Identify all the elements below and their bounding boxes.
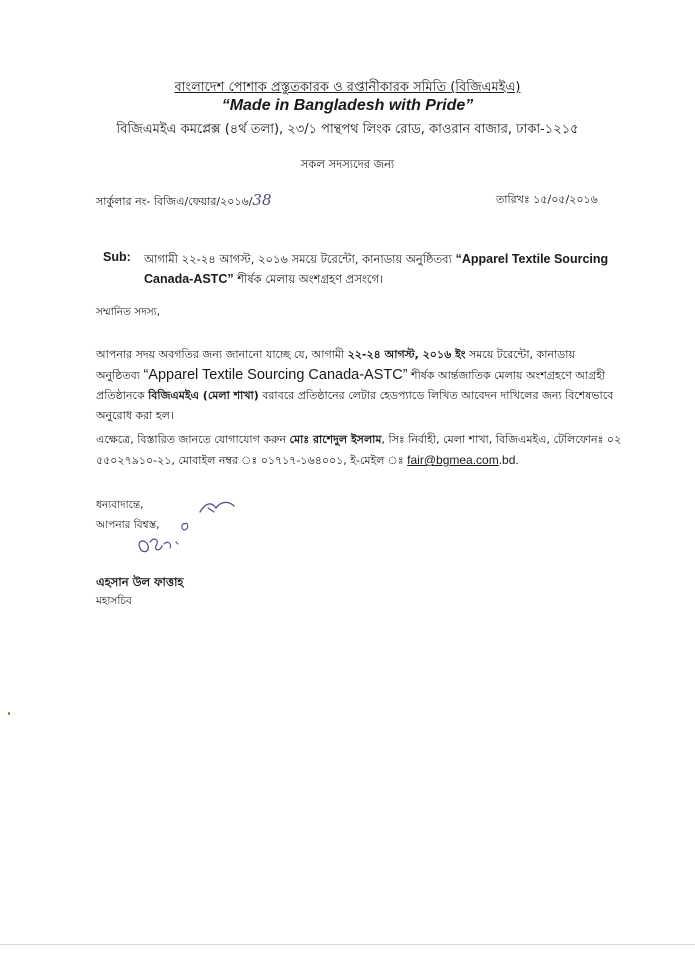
p1-part4: বরাবরে প্রতিষ্ঠানের লেটার হেডপ্যাডে লিখিত আবেদন দাখিলের জন্য বিশেষভাবে অনুরোধ করা হল।	[96, 389, 614, 422]
body-paragraph-1	[96, 345, 616, 426]
subject-text-part1: আগামী ২২-২৪ আগস্ট, ২০১৬ সময়ে টরেন্টো, কানাডায় অনুষ্ঠিতব্য	[144, 252, 456, 266]
p1-part1: আপনার সদয় অবগতির জন্য জানানো যাচ্ছে যে, আগামী	[96, 348, 348, 361]
signer-name: এহসান উল ফাত্তাহ	[96, 575, 184, 589]
signer-designation: মহাসচিব	[96, 595, 132, 607]
email-link[interactable]: fair@bgmea.com	[407, 453, 499, 467]
subject-text	[144, 249, 614, 289]
p1-part3: শীর্ষক আর্ন্তজাতিক মেলায় অংশগ্রহণে আগ্রহী প্রতিষ্ঠানকে	[96, 369, 606, 402]
organization-name: বাংলাদেশ পোশাক প্রস্তুতকারক ও রপ্তানীকারক সমিতি (বিজিএমইএ)	[174, 80, 521, 95]
p1-office: বিজিএমইএ (মেলা শাখা)	[148, 389, 259, 402]
p1-dates: ২২-২৪ আগস্ট, ২০১৬ ইং	[347, 348, 466, 361]
closing-thanks: ধন্যবাদান্তে,	[96, 499, 144, 511]
letter-date: তারিখঃ ১৫/০৫/২০১৬	[496, 193, 598, 206]
p2-part2: , সিঃ নির্বাহী, মেলা শাখা, বিজিএমইএ, টেলিফোনঃ ০২ ৫৫০২৭৯১০-২১, মোবাইল নম্বর ঃ ০১৭১৭-১৬৪০০১, ই-মেইল ঃ	[96, 433, 622, 467]
email-tail: .bd.	[498, 453, 519, 467]
audience-line: সকল সদস্যদের জন্য	[300, 157, 395, 171]
subject-label: Sub:	[103, 250, 131, 264]
subject-event-name: “Apparel Textile Sourcing Canada-ASTC”	[144, 252, 609, 286]
circular-number	[96, 191, 272, 212]
organization-address: বিজিএমইএ কমপ্লেক্স (৪র্থ তলা), ২৩/১ পান্থপথ লিংক রোড, কাওরান বাজার, ঢাকা-১২১৫	[116, 122, 579, 137]
body-paragraph-2	[96, 430, 626, 471]
slogan: “Made in Bangladesh with Pride”	[221, 97, 474, 114]
salutation: সম্মানিত সদস্য,	[96, 306, 161, 318]
subject-text-part2: শীর্ষক মেলায় অংশগ্রহণ প্রসংগে।	[233, 272, 384, 286]
closing-yours: আপনার বিশ্বস্ত,	[96, 519, 160, 531]
p2-contact-name: মোঃ রাশেদুল ইসলাম	[289, 433, 382, 446]
circular-label: সার্কুলার নং- বিজিএ/ফেয়ার/২০১৬/	[96, 195, 253, 208]
p1-part2: সময়ে টরেন্টো, কানাডায় অনুষ্ঠিতব্য	[96, 348, 575, 382]
circular-handwritten-number: 38	[252, 191, 272, 209]
scan-speck	[8, 712, 10, 715]
p1-event-name: “Apparel Textile Sourcing Canada-ASTC”	[143, 367, 408, 383]
handwritten-signature	[120, 490, 250, 570]
scan-edge-line	[0, 944, 695, 945]
p2-part1: এক্ষেত্রে, বিস্তারিত জানতে যোগাযোগ করুন	[96, 433, 290, 446]
